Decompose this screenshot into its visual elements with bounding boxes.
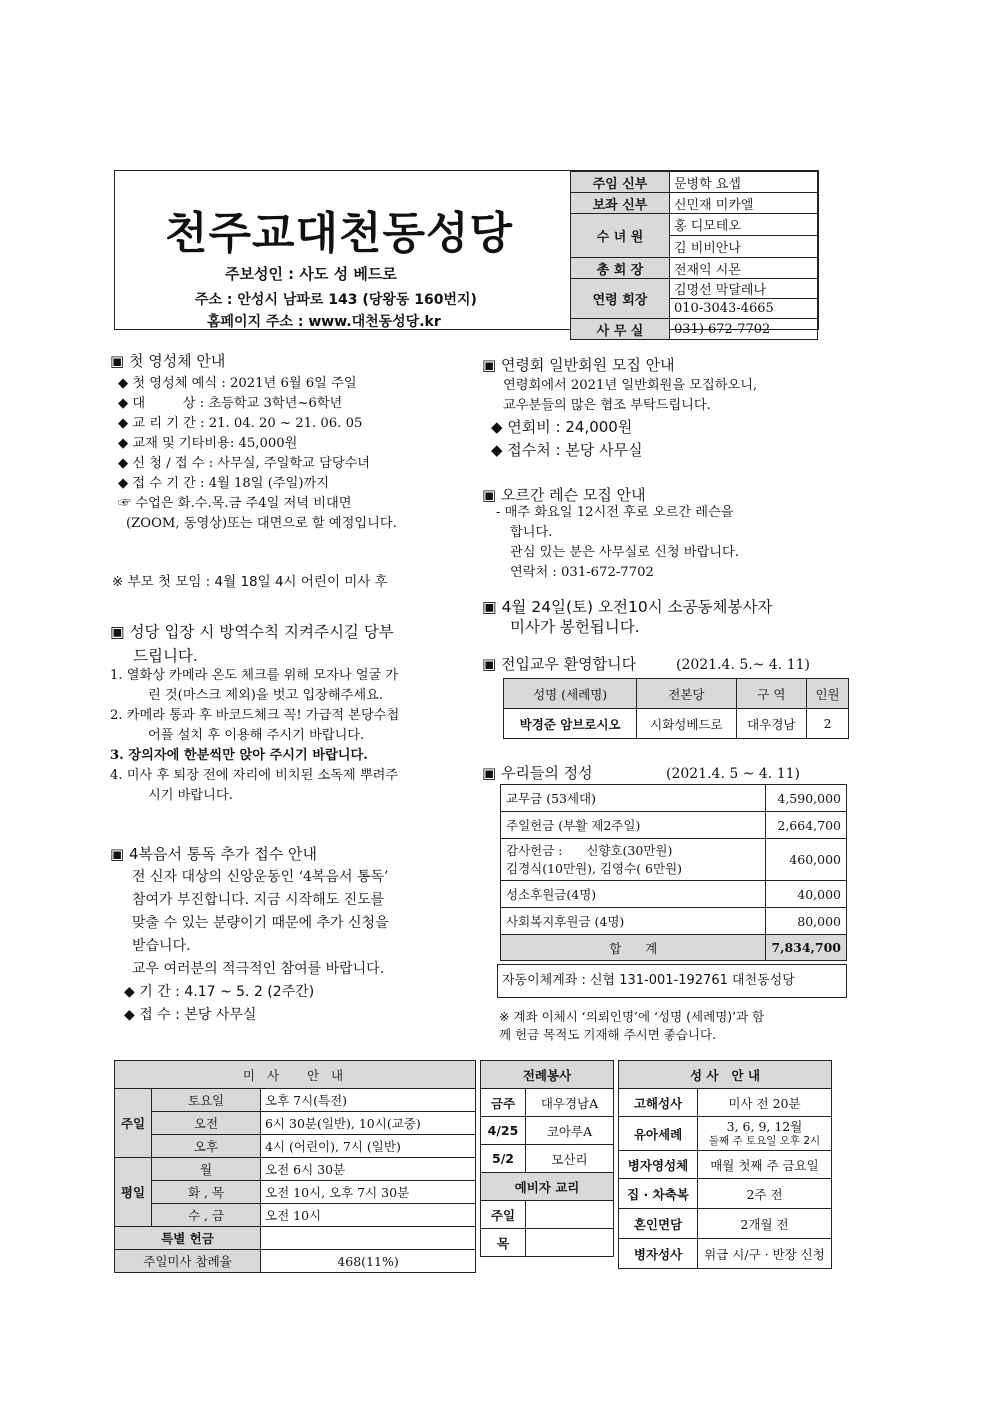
offerings-table: [500, 784, 847, 961]
volunteer-mass-2: 미사가 봉헌됩니다.: [510, 618, 640, 636]
account-note: ※ 계좌 이체시 ‘의뢰인명’에 ‘성명 (세례명)’과 함: [499, 1009, 765, 1024]
list-item: ◆ 신 청 / 접 수 : 사무실, 주일학교 담당수녀: [118, 456, 371, 471]
staff-name: 김 비비안나: [670, 236, 818, 258]
thanks-offering-line-2: 김경식(10만원), 김영수( 6만원): [506, 860, 683, 876]
sacrament-name: 유아세례: [619, 1117, 698, 1151]
mass-title: 미 사 안 내: [115, 1061, 476, 1089]
offering-amount: 80,000: [766, 908, 847, 935]
mass-time: 6시 30분(일반), 10시(교중): [261, 1112, 476, 1135]
sacrament-name: 병자영성체: [619, 1151, 698, 1179]
list-item: 시기 바랍니다.: [148, 788, 233, 803]
mass-time: 오전 10시, 오후 7시 30분: [261, 1181, 476, 1204]
mass-day: 오전: [152, 1112, 261, 1135]
sacrament-value: 3, 6, 9, 12월: [726, 1118, 803, 1134]
staff-name: 김명선 막달레나: [670, 279, 818, 299]
newcomers-table: [503, 678, 849, 739]
staff-role: 총 회 장: [571, 258, 670, 279]
attendance-label: 주일미사 참례율: [115, 1250, 261, 1273]
offering-amount: 2,664,700: [766, 812, 847, 839]
account-box: [497, 964, 847, 998]
quarantine-title-2: 드립니다.: [133, 647, 198, 665]
mass-day: 수 , 금: [152, 1204, 261, 1227]
list-item: 어플 설치 후 이용해 주시기 바랍니다.: [148, 728, 365, 743]
address: 주소 : 안성시 남파로 143 (당왕동 160번지): [195, 292, 477, 308]
quarantine-list: [110, 666, 399, 806]
gospel-title: ▣ 4복음서 통독 추가 접수 안내: [110, 845, 317, 863]
text-line: 참여가 부진합니다. 지금 시작해도 진도를: [132, 892, 385, 908]
staff-role: 연령 회장: [571, 279, 670, 319]
catechism-day: 주일: [481, 1201, 526, 1229]
staff-role: 주임 신부: [571, 172, 670, 193]
liturgy-team: 코아루A: [526, 1117, 614, 1145]
offering-label: 주일헌금 (부활 제2주일): [501, 812, 766, 839]
parents-meeting: ※ 부모 첫 모임 : 4월 18일 4시 어린이 미사 후: [112, 574, 388, 590]
mass-time: 오후 7시(특전): [261, 1089, 476, 1112]
table-header: 구 역: [736, 679, 807, 709]
patron-saint: 주보성인 : 사도 성 베드로: [225, 265, 397, 283]
title-box: [115, 171, 571, 329]
staff-role: 수 녀 원: [571, 214, 670, 258]
text-line: 받습니다.: [132, 938, 191, 954]
bulletin-header: [114, 170, 819, 339]
offering-amount: 460,000: [766, 839, 847, 881]
list-item: ◆ 교 리 기 간 : 21. 04. 20 ~ 21. 06. 05: [118, 416, 363, 431]
text-line: 합니다.: [510, 525, 553, 540]
first-communion-list: [118, 374, 397, 534]
offering-label: 교무금 (53세대): [501, 785, 766, 812]
catechism-value: [526, 1201, 614, 1229]
liturgy-team: 대우경남A: [526, 1089, 614, 1117]
mass-day: 화 , 목: [152, 1181, 261, 1204]
staff-role: 사 무 실: [571, 319, 670, 340]
sacraments-title: 성 사 안 내: [619, 1061, 832, 1089]
catechism-title: 예비자 교리: [481, 1173, 614, 1201]
mass-schedule-table: [114, 1060, 476, 1273]
table-header: 전본당: [637, 679, 736, 709]
offering-label: 성소후원금(4명): [501, 881, 766, 908]
text-line: 전 신자 대상의 신앙운동인 ‘4복음서 통독’: [132, 869, 389, 885]
bank-account: 자동이체계좌 : 신협 131-001-192761 대천동성당: [502, 973, 795, 988]
catechism-day: 목: [481, 1229, 526, 1257]
sunday-label: 주일: [115, 1089, 152, 1158]
mass-day: 토요일: [152, 1089, 261, 1112]
table-cell: 대우경남: [736, 709, 807, 739]
list-item: ◆ 첫 영성체 예식 : 2021년 6월 6일 주일: [118, 376, 357, 391]
thanks-offering-line: 감사헌금 : 신향호(30만원): [506, 842, 673, 858]
catechism-value: [526, 1229, 614, 1257]
staff-name: 홍 디모테오: [670, 214, 818, 236]
staff-name: 전재익 시몬: [670, 258, 818, 279]
liturgy-title: 전례봉사: [481, 1061, 614, 1089]
table-header: 인원: [807, 679, 849, 709]
sacrament-value: 2주 전: [698, 1179, 832, 1209]
sacrament-name: 혼인면담: [619, 1209, 698, 1239]
gospel-period: ◆ 기 간 : 4.17 ~ 5. 2 (2주간): [124, 984, 315, 1000]
staff-role: 보좌 신부: [571, 193, 670, 214]
sacraments-table: [618, 1060, 832, 1269]
funeral-society-body: [491, 376, 758, 462]
gospel-body: [124, 866, 389, 1027]
offering-label: [501, 839, 766, 881]
sacrament-value: 2개월 전: [698, 1209, 832, 1239]
text-line: 연령회에서 2021년 일반회원을 모집하오니,: [503, 378, 758, 393]
offerings-date: (2021.4. 5 ~ 4. 11): [666, 766, 800, 782]
offering-amount: 40,000: [766, 881, 847, 908]
account-note-2: 께 헌금 목적도 기재해 주시면 좋습니다.: [499, 1027, 717, 1042]
note: ☞ 수업은 화.수.목.금 주4일 저녁 비대면: [118, 496, 352, 511]
sacrament-name: 집 · 차축복: [619, 1179, 698, 1209]
mass-time: 오전 10시: [261, 1204, 476, 1227]
table-cell: 시화성베드로: [637, 709, 736, 739]
total-label: 합 계: [501, 935, 766, 961]
list-item: 4. 미사 후 퇴장 전에 자리에 비치된 소독제 뿌려주: [110, 768, 399, 783]
liturgy-date: 5/2: [481, 1145, 526, 1173]
special-offering-value: [261, 1227, 476, 1250]
list-item: 1. 열화상 카메라 온도 체크를 위해 모자나 얼굴 가: [110, 668, 399, 683]
text-line: 관심 있는 분은 사무실로 신청 바랍니다.: [510, 545, 739, 560]
newcomers-date: (2021.4. 5.~ 4. 11): [676, 657, 810, 673]
sacrament-value: 매월 첫째 주 금요일: [698, 1151, 832, 1179]
liturgy-date: 금주: [481, 1089, 526, 1117]
offering-amount: 4,590,000: [766, 785, 847, 812]
special-offering-label: 특별 헌금: [115, 1227, 261, 1250]
staff-phone: 010-3043-4665: [670, 299, 818, 319]
text-line: 연락처 : 031-672-7702: [510, 565, 654, 580]
list-item: 3. 장의자에 한분씩만 앉아 주시기 바랍니다.: [110, 748, 368, 763]
mass-day: 오후: [152, 1135, 261, 1158]
table-header: 성명 (세례명): [504, 679, 637, 709]
offering-label: 사회복지후원금 (4명): [501, 908, 766, 935]
staff-table: [570, 171, 818, 339]
mass-info-box: [114, 1060, 832, 1269]
table-cell: 2: [807, 709, 849, 739]
list-item: ◆ 교재 및 기타비용: 45,000원: [118, 436, 298, 451]
text-line: 맞출 수 있는 분량이기 때문에 추가 신청을: [132, 915, 389, 931]
funeral-society-title: ▣ 연령회 일반회원 모집 안내: [482, 356, 675, 374]
mass-time: 오전 6시 30분: [261, 1158, 476, 1181]
first-communion-title: ▣ 첫 영성체 안내: [110, 352, 226, 370]
staff-name: 문병학 요셉: [670, 172, 818, 193]
sacrament-value: 미사 전 20분: [698, 1089, 832, 1117]
table-cell: 박경준 암브로시오: [504, 709, 637, 739]
total-amount: 7,834,700: [766, 935, 847, 961]
sacrament-value-2: 둘째 주 토요일 오후 2시: [708, 1134, 821, 1147]
homepage: 홈페이지 주소 : www.대천동성당.kr: [207, 314, 441, 330]
weekday-label: 평일: [115, 1158, 152, 1227]
gospel-reception: ◆ 접 수 : 본당 사무실: [124, 1007, 257, 1023]
staff-name: 신민재 미카엘: [670, 193, 818, 214]
mass-time: 4시 (어린이), 7시 (일반): [261, 1135, 476, 1158]
list-item: 린 것(마스크 제외)을 벗고 입장해주세요.: [148, 688, 384, 703]
list-item: ◆ 접 수 기 간 : 4월 18일 (주일)까지: [118, 476, 329, 491]
sacrament-name: 고해성사: [619, 1089, 698, 1117]
list-item: 2. 카메라 통과 후 바코드체크 꼭! 가급적 본당수첩: [110, 708, 400, 723]
reception-place: ◆ 접수처 : 본당 사무실: [491, 441, 643, 459]
liturgy-table: [480, 1060, 614, 1257]
sacrament-value: 위급 시/구 · 반장 신청: [698, 1239, 832, 1269]
parish-title: 천주교대천동성당: [165, 208, 514, 259]
newcomers-title: ▣ 전입교우 환영합니다: [482, 655, 637, 673]
annual-fee: ◆ 연회비 : 24,000원: [491, 418, 633, 436]
mass-day: 월: [152, 1158, 261, 1181]
text-line: - 매주 화요일 12시전 후로 오르간 레슨을: [496, 505, 734, 520]
sacrament-name: 병자성사: [619, 1239, 698, 1269]
liturgy-date: 4/25: [481, 1117, 526, 1145]
list-item: ◆ 대 상 : 초등학교 3학년~6학년: [118, 396, 343, 411]
liturgy-team: 모산리: [526, 1145, 614, 1173]
text-line: 교우분들의 많은 협조 부탁드립니다.: [503, 398, 711, 413]
attendance-value: 468(11%): [261, 1250, 476, 1273]
volunteer-mass: ▣ 4월 24일(토) 오전10시 소공동체봉사자: [482, 598, 773, 616]
offerings-title: ▣ 우리들의 정성: [482, 764, 593, 782]
note: (ZOOM, 동영상)또는 대면으로 할 예정입니다.: [126, 516, 397, 531]
organ-title: ▣ 오르간 레슨 모집 안내: [482, 486, 646, 504]
office-phone: 031) 672-7702: [670, 319, 818, 340]
text-line: 교우 여러분의 적극적인 참여를 바랍니다.: [132, 961, 385, 977]
quarantine-title: ▣ 성당 입장 시 방역수칙 지켜주시길 당부: [110, 623, 394, 641]
organ-body: [496, 503, 739, 583]
